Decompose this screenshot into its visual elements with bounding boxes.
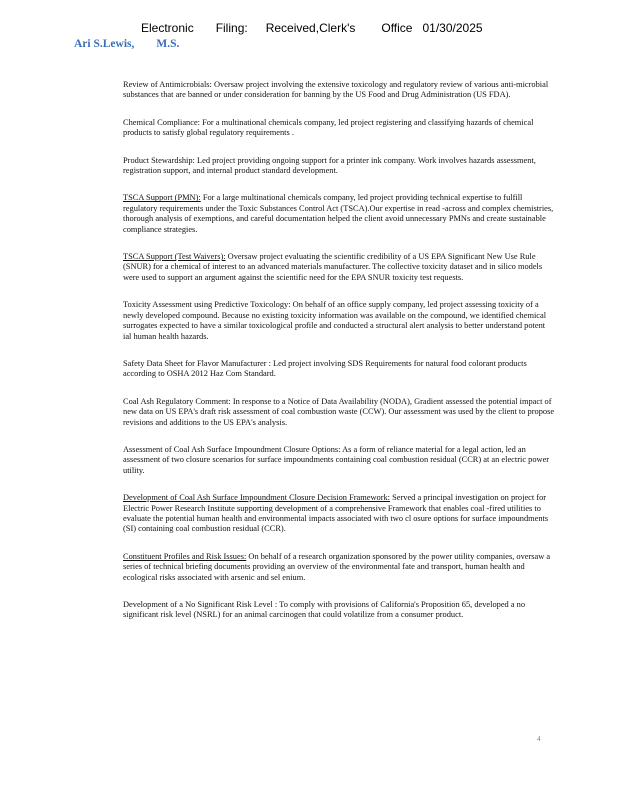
project-entry-title: Chemical Compliance: bbox=[123, 117, 200, 127]
author-name: Ari S.Lewis, bbox=[74, 38, 135, 50]
project-entry-title: Product Stewardship: bbox=[123, 155, 195, 165]
project-entry bbox=[123, 300, 555, 342]
project-entry bbox=[123, 156, 555, 177]
project-list bbox=[123, 80, 555, 638]
project-entry-title: Development of Coal Ash Surface Impoundment Closure Decision Framework: bbox=[123, 493, 391, 503]
project-entry-title: Development of a No Significant Risk Level : bbox=[123, 600, 278, 609]
project-entry-description: Led project providing ongoing support for a printer ink company. Work involves hazards assessment, registration support, and internal product standard development. bbox=[123, 155, 536, 176]
filing-header-date: 01/30/2025 bbox=[422, 21, 483, 35]
project-entry bbox=[123, 193, 555, 235]
project-entry bbox=[123, 493, 555, 535]
project-entry-description: As a form of reliance material for a legal action, led an assessment of two closure scenarios for surface impoundments containing coal combustion residual (CCR) at an electric power utility. bbox=[123, 444, 550, 475]
project-entry-description: To comply with provisions of California's Proposition 65, developed a no significant risk level (NSRL) for an animal carcinogen that could volatilize from a consumer product. bbox=[123, 600, 526, 620]
project-entry-description: In response to a Notice of Data Availability (NODA), Gradient assessed the potential impact of new data on US EPA's draft risk assessment of coal combustion waste (CCW). Our assessment was used by the client to propose revisions and additions to the US EPA's analysis. bbox=[123, 396, 555, 427]
project-entry bbox=[123, 552, 555, 583]
project-entry-title: Constituent Profiles and Risk Issues: bbox=[123, 551, 247, 561]
author-header bbox=[74, 38, 179, 50]
project-entry-description: For a large multinational chemicals company, led project providing technical expertise to fulfill regulatory requirements under the Toxic Substances Control Act (TSCA).Our expertise in read -across and complex chemistries, thorough analysis of exemptions, and careful documentation helped the client avoid unnecessary PMNs and create sustainable compliance strategies. bbox=[123, 193, 554, 234]
project-entry-description: Oversaw project evaluating the scientific credibility of a US EPA Significant New Use Rule (SNUR) for a chemical of interest to an advanced materials manufacturer. The collective toxicity dataset and in silico models were used to support an argument against the scientific need for the EPA SNUR toxicity test requests. bbox=[123, 252, 543, 282]
project-entry bbox=[123, 397, 555, 428]
project-entry-description: Served a principal investigation on project for Electric Power Research Institute supporting development of a comprehensive Framework that enables coal -fired utilities to evaluate the potential human health and environmental impacts associated with two cl osure options for surface impoundments (SI) containing coal combustion residual (CCR). bbox=[123, 493, 549, 534]
filing-header-filing: Filing: bbox=[215, 21, 248, 35]
project-entry bbox=[123, 118, 555, 139]
project-entry-description: On behalf of an office supply company, led project assessing toxicity of a newly developed compound. Because no existing toxicity information was available on the compound, we identified chemical surrogates expected to have a similar toxicological profile and conducted a structural alert analysis to better understand potent ial human health hazards. bbox=[123, 300, 547, 341]
project-entry-description: For a multinational chemicals company, led project registering and classifying hazards of chemical products to satisfy global regulatory requirements . bbox=[123, 117, 534, 138]
page-number: 4 bbox=[537, 735, 541, 743]
filing-header-office: Office bbox=[381, 21, 413, 35]
project-entry-title: Safety Data Sheet for Flavor Manufacturer : bbox=[123, 358, 271, 368]
author-credential: M.S. bbox=[156, 38, 180, 50]
project-entry-title: Assessment of Coal Ash Surface Impoundment Closure Options: bbox=[123, 444, 341, 454]
project-entry-description: Led project involving SDS Requirements for natural food colorant products according to OSHA 2012 Haz Com Standard. bbox=[123, 358, 527, 379]
project-entry-title: TSCA Support (PMN): bbox=[123, 193, 201, 203]
filing-header-received: Received,Clerk's bbox=[265, 21, 356, 35]
project-entry-description: On behalf of a research organization sponsored by the power utility companies, oversaw a series of technical briefing documents providing an overview of the environmental fate and transport, human health and ecological risks associated with arsenic and sel enium. bbox=[123, 551, 551, 582]
project-entry bbox=[123, 445, 555, 476]
project-entry-title: TSCA Support (Test Waivers): bbox=[123, 252, 226, 262]
project-entry bbox=[123, 600, 555, 621]
project-entry-title: Coal Ash Regulatory Comment: bbox=[123, 396, 231, 406]
project-entry bbox=[123, 80, 555, 101]
project-entry bbox=[123, 252, 555, 283]
filing-header-electronic: Electronic bbox=[141, 21, 194, 35]
project-entry-title: Review of Antimicrobials: bbox=[123, 80, 212, 89]
filing-header bbox=[141, 21, 483, 35]
project-entry-title: Toxicity Assessment using Predictive Toxicology: bbox=[123, 300, 291, 310]
project-entry bbox=[123, 359, 555, 380]
project-entry-description: Oversaw project involving the extensive toxicology and regulatory review of various anti-microbial substances that are banned or under consideration for banning by the US Food and Drug Administration (US FDA). bbox=[123, 80, 549, 100]
